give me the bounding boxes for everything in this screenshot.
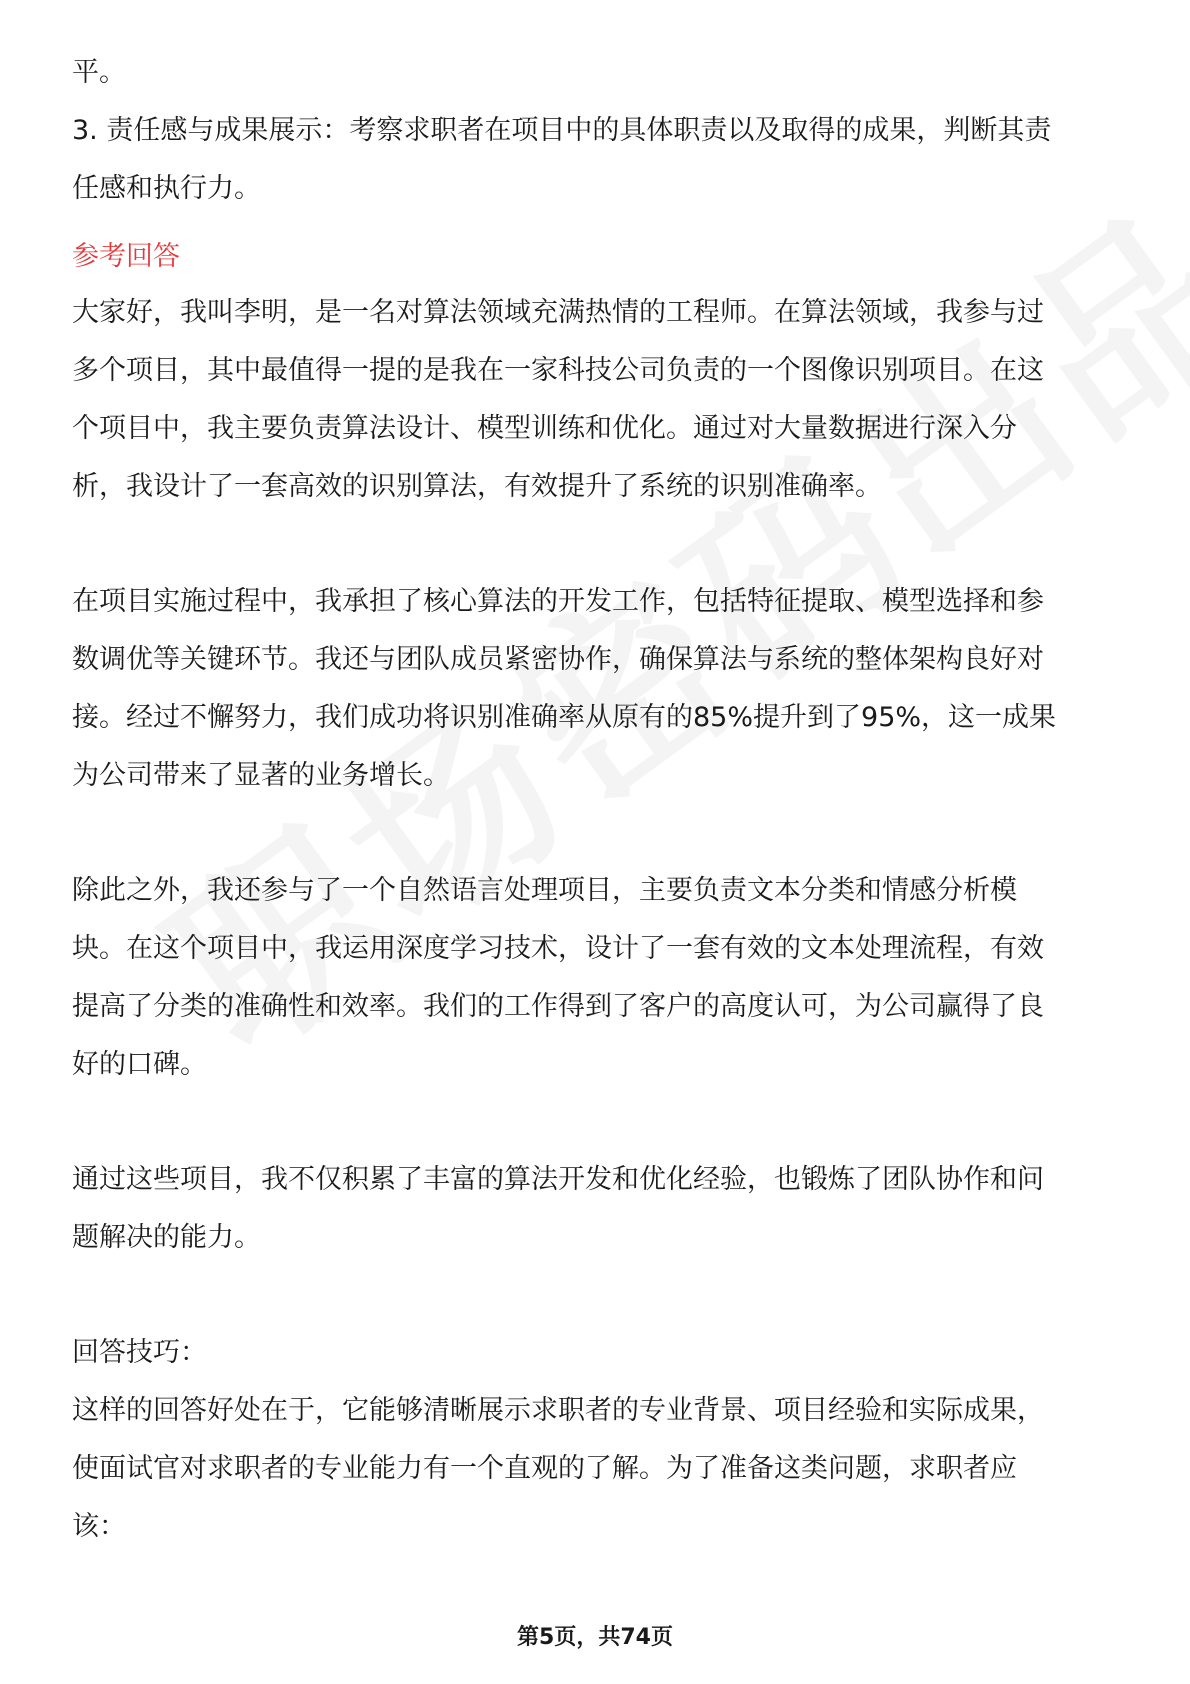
paragraph-line: 多个项目，其中最值得一提的是我在一家科技公司负责的一个图像识别项目。在这 bbox=[72, 355, 1044, 386]
paragraph-line: 块。在这个项目中，我运用深度学习技术，设计了一套有效的文本处理流程，有效 bbox=[72, 933, 1044, 964]
intro-line: 平。 bbox=[72, 57, 126, 88]
page-number: 第5页，共74页 bbox=[517, 1625, 673, 1650]
paragraph-line: 在项目实施过程中，我承担了核心算法的开发工作，包括特征提取、模型选择和参 bbox=[72, 586, 1044, 617]
paragraph-line: 接。经过不懈努力，我们成功将识别准确率从原有的85%提升到了95%，这一成果 bbox=[72, 702, 1057, 733]
paragraph-line: 提高了分类的准确性和效率。我们的工作得到了客户的高度认可，为公司赢得了良 bbox=[72, 991, 1044, 1022]
tips-line: 该： bbox=[72, 1511, 126, 1542]
paragraph-line: 个项目中，我主要负责算法设计、模型训练和优化。通过对大量数据进行深入分 bbox=[72, 413, 1017, 444]
paragraph-line: 通过这些项目，我不仅积累了丰富的算法开发和优化经验，也锻炼了团队协作和问 bbox=[72, 1164, 1044, 1195]
answer-paragraph bbox=[72, 284, 1118, 516]
paragraph-line: 数调优等关键环节。我还与团队成员紧密协作，确保算法与系统的整体架构良好对 bbox=[72, 644, 1044, 675]
paragraph-line: 题解决的能力。 bbox=[72, 1222, 261, 1253]
paragraph-line: 好的口碑。 bbox=[72, 1049, 207, 1080]
tips-heading: 回答技巧： bbox=[72, 1337, 207, 1368]
tips-line: 使面试官对求职者的专业能力有一个直观的了解。为了准备这类问题，求职者应 bbox=[72, 1453, 1017, 1484]
intro-line: 3. 责任感与成果展示：考察求职者在项目中的具体职责以及取得的成果，判断其责 bbox=[72, 115, 1052, 146]
answer-paragraph bbox=[72, 573, 1118, 805]
page-content bbox=[72, 44, 1118, 1556]
paragraph-line: 大家好，我叫李明，是一名对算法领域充满热情的工程师。在算法领域，我参与过 bbox=[72, 297, 1044, 328]
tips-section bbox=[72, 1324, 1118, 1556]
paragraph-line: 为公司带来了显著的业务增长。 bbox=[72, 760, 450, 791]
paragraph-line: 析，我设计了一套高效的识别算法，有效提升了系统的识别准确率。 bbox=[72, 471, 882, 502]
answer-paragraph bbox=[72, 1151, 1118, 1267]
answer-paragraph bbox=[72, 862, 1118, 1094]
intro-line: 任感和执行力。 bbox=[72, 173, 261, 204]
reference-answer-heading: 参考回答 bbox=[72, 241, 180, 272]
tips-line: 这样的回答好处在于，它能够清晰展示求职者的专业背景、项目经验和实际成果， bbox=[72, 1395, 1044, 1426]
paragraph-line: 除此之外，我还参与了一个自然语言处理项目，主要负责文本分类和情感分析模 bbox=[72, 875, 1017, 906]
